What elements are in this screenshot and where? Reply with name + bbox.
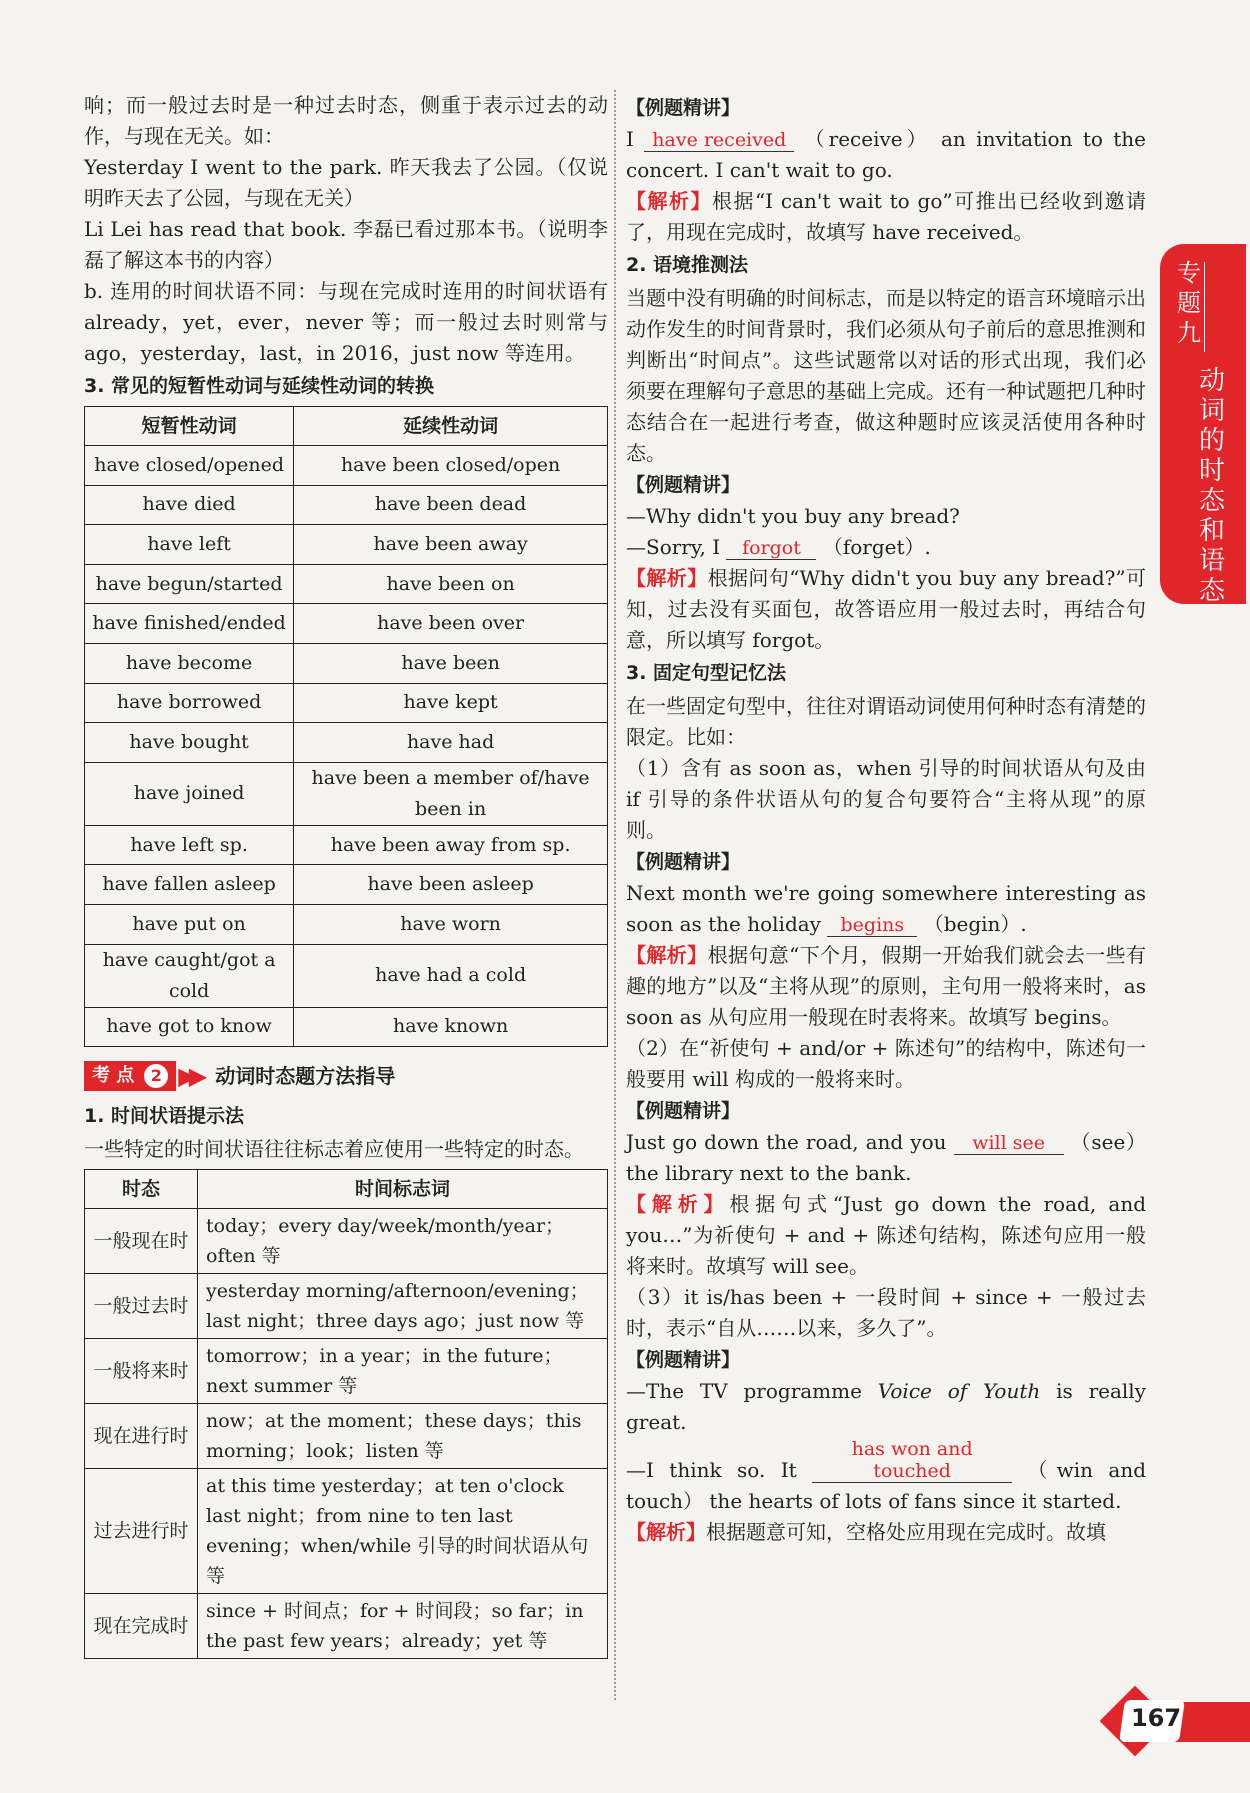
table-row: [85, 1274, 608, 1339]
table-cell: 一般过去时: [85, 1274, 198, 1339]
exercise-text: （see） the library next to the bank.: [626, 1130, 1146, 1185]
table-cell: have left: [85, 525, 294, 565]
table-row: [85, 1007, 608, 1047]
analysis-1: [626, 186, 1146, 248]
analysis-label: 【解析】: [626, 189, 712, 213]
table-row: [85, 525, 608, 565]
exercise-text: —I think so. It: [626, 1458, 797, 1482]
table-cell: have worn: [294, 904, 608, 944]
analysis-text: 根据题意可知，空格处应用现在完成时。故填: [706, 1520, 1106, 1544]
answer-blank: have received: [644, 129, 794, 152]
section-heading: 3. 常见的短暂性动词与延续性动词的转换: [84, 375, 435, 397]
kaodian-tag: [84, 1061, 176, 1091]
analysis-text: 根据句意“下个月，假期一开始我们就会去一些有趣的地方”以及“主将从现”的原则，主句用一般将来时，as soon as 从句应用一般现在时表将来。故填写 begins。: [626, 943, 1146, 1029]
analysis-2: [626, 563, 1146, 656]
exercise-text: —Sorry, I: [626, 535, 721, 559]
verb-conversion-table: [84, 406, 608, 1047]
kaodian-tag-label: 考 点: [92, 1065, 135, 1087]
table-cell: have died: [85, 485, 294, 525]
table-cell: 现在完成时: [85, 1594, 198, 1659]
table-row: [85, 944, 608, 1007]
table-cell: have been away: [294, 525, 608, 565]
table-body: [85, 446, 608, 1047]
table-cell: have begun/started: [85, 564, 294, 604]
exercise-1: [626, 124, 1146, 186]
right-column: [626, 92, 1146, 1548]
table-cell: have put on: [85, 904, 294, 944]
table-row: [85, 604, 608, 644]
table-cell: at this time yesterday；at ten o'clock last night；from nine to ten last evening；when/while 引导的时间状语从句等: [198, 1469, 608, 1594]
table-header: 时间标志词: [198, 1170, 608, 1209]
analysis-label: 【解析】: [626, 1520, 706, 1544]
paragraph: b. 连用的时间状语不同：与现在完成时连用的时间状语有 already，yet，ever，never 等；而一般过去时则常与 ago，yesterday，last，in 2016，just now 等连用。: [84, 279, 608, 365]
table-cell: 一般现在时: [85, 1209, 198, 1274]
double-arrow-icon: ▶▶: [178, 1061, 200, 1090]
table-cell: have become: [85, 643, 294, 683]
paragraph: 一些特定的时间状语往往标志着应使用一些特定的时态。: [84, 1137, 584, 1162]
table-header-row: [85, 407, 608, 446]
table-cell: have kept: [294, 683, 608, 723]
analysis-label: 【解析】: [626, 566, 708, 590]
table-cell: have been dead: [294, 485, 608, 525]
table-cell: have got to know: [85, 1007, 294, 1047]
table-cell: yesterday morning/afternoon/evening；last night；three days ago；just now 等: [198, 1274, 608, 1339]
table-cell: have had: [294, 723, 608, 763]
table-cell: have been away from sp.: [294, 825, 608, 865]
table-row: [85, 446, 608, 486]
example-sentence: Yesterday I went to the park. 昨天我去了公园。（仅说明昨天去了公园，与现在无关）: [84, 155, 608, 210]
paragraph: 在一些固定句型中，往往对谓语动词使用何种时态有清楚的限定。比如：: [626, 694, 1146, 749]
table-cell: 现在进行时: [85, 1404, 198, 1469]
chapter-side-tab: [1160, 244, 1246, 604]
answer-blank: will see: [954, 1132, 1064, 1155]
exercise-4: [626, 1127, 1146, 1189]
side-tab-divider: [1204, 262, 1205, 352]
analysis-text: 根据句式“Just go down the road, and you…”为祈使句 + and + 陈述句结构，陈述句应用一般将来时。故填写 will see。: [626, 1192, 1146, 1278]
table-row: [85, 723, 608, 763]
example-sentence: Li Lei has read that book. 李磊已看过那本书。（说明李磊了解这本书的内容）: [84, 217, 608, 272]
exercise-text: （begin）.: [923, 912, 1027, 936]
table-row: [85, 762, 608, 825]
exercise-question: —Why didn't you buy any bread?: [626, 504, 960, 528]
analysis-4: [626, 1189, 1146, 1282]
table-cell: have been over: [294, 604, 608, 644]
exercise-text: is really great.: [626, 1379, 1146, 1434]
exercise-3: [626, 878, 1146, 940]
table-cell: have bought: [85, 723, 294, 763]
chapter-title: 动词的时态和语态: [1198, 366, 1225, 606]
table-cell: have been on: [294, 564, 608, 604]
table-cell: 一般将来时: [85, 1339, 198, 1404]
table-cell: have known: [294, 1007, 608, 1047]
answer-blank: has won and touched: [812, 1438, 1012, 1483]
tense-marker-table: [84, 1169, 608, 1659]
exercise-text: （win and touch） the hearts of lots of fans since it started.: [626, 1458, 1147, 1513]
programme-title: Voice of Youth: [877, 1379, 1041, 1403]
table-header: 短暂性动词: [85, 407, 294, 446]
answer-blank: begins: [827, 914, 917, 937]
table-row: [85, 865, 608, 905]
table-cell: tomorrow；in a year；in the future；next summer 等: [198, 1339, 608, 1404]
table-cell: have finished/ended: [85, 604, 294, 644]
example-label: 【例题精讲】: [626, 851, 741, 873]
table-row: [85, 825, 608, 865]
table-row: [85, 1594, 608, 1659]
table-cell: have borrowed: [85, 683, 294, 723]
exercise-text: （forget）.: [822, 535, 931, 559]
analysis-3: [626, 940, 1146, 1033]
exercise-text: —The TV programme: [626, 1379, 862, 1403]
table-row: [85, 683, 608, 723]
table-row: [85, 564, 608, 604]
table-header: 延续性动词: [294, 407, 608, 446]
exercise-text: Just go down the road, and you: [626, 1130, 947, 1154]
kaodian-header: [84, 1059, 608, 1093]
table-cell: have caught/got a cold: [85, 944, 294, 1007]
table-cell: 过去进行时: [85, 1469, 198, 1594]
answer-blank: forgot: [726, 537, 816, 560]
table-cell: have had a cold: [294, 944, 608, 1007]
table-cell: have been: [294, 643, 608, 683]
page-number-badge: [1090, 1694, 1250, 1748]
table-body: [85, 1209, 608, 1659]
analysis-5: [626, 1517, 1146, 1548]
analysis-label: 【解析】: [626, 1192, 730, 1216]
column-divider: [614, 90, 616, 1700]
kaodian-number: 2: [144, 1064, 168, 1088]
table-row: [85, 904, 608, 944]
table-cell: have been a member of/have been in: [294, 762, 608, 825]
kaodian-title: 动词时态题方法指导: [215, 1063, 396, 1088]
example-label: 【例题精讲】: [626, 474, 741, 496]
table-cell: today；every day/week/month/year；often 等: [198, 1209, 608, 1274]
analysis-label: 【解析】: [626, 943, 708, 967]
table-cell: have been asleep: [294, 865, 608, 905]
table-cell: now；at the moment；these days；this morning；look；listen 等: [198, 1404, 608, 1469]
paragraph: 响；而一般过去时是一种过去时态，侧重于表示过去的动作，与现在无关。如：: [84, 93, 608, 148]
table-row: [85, 1339, 608, 1404]
paragraph: （1）含有 as soon as，when 引导的时间状语从句及由 if 引导的条件状语从句的复合句要符合“主将从现”的原则。: [626, 756, 1146, 842]
section-heading: 2. 语境推测法: [626, 254, 749, 276]
table-cell: have been closed/open: [294, 446, 608, 486]
example-label: 【例题精讲】: [626, 1100, 741, 1122]
page-number: 167: [1130, 1704, 1182, 1732]
table-cell: have joined: [85, 762, 294, 825]
table-row: [85, 485, 608, 525]
example-label: 【例题精讲】: [626, 97, 741, 119]
table-header: 时态: [85, 1170, 198, 1209]
exercise-text: （receive） an invitation to the concert. I can't wait to go.: [626, 127, 1147, 182]
exercise-question: [626, 1376, 1146, 1438]
analysis-text: 根据问句“Why didn't you buy any bread?”可知，过去没有买面包，故答语应用一般过去时，再结合句意，所以填写 forgot。: [626, 566, 1146, 652]
left-column: [84, 90, 608, 1659]
table-cell: have left sp.: [85, 825, 294, 865]
paragraph: 当题中没有明确的时间标志，而是以特定的语言环境暗示出动作发生的时间背景时，我们必须从句子前后的意思推测和判断出“时间点”。这些试题常以对话的形式出现，我们必须要在理解句子意思的基础上完成。还有一种试题把几种时态结合在一起进行考查，做这种题时应该灵活使用各种时态。: [626, 286, 1146, 465]
table-row: [85, 1404, 608, 1469]
table-row: [85, 1209, 608, 1274]
section-heading: 3. 固定句型记忆法: [626, 662, 787, 684]
exercise-2: [626, 532, 1146, 563]
paragraph: （2）在“祈使句 + and/or + 陈述句”的结构中，陈述句一般要用 will 构成的一般将来时。: [626, 1036, 1146, 1091]
table-cell: since + 时间点；for + 时间段；so far；in the past few years；already；yet 等: [198, 1594, 608, 1659]
chapter-number: 专题九: [1177, 259, 1201, 347]
table-row: [85, 1469, 608, 1594]
table-header-row: [85, 1170, 608, 1209]
paragraph: （3）it is/has been + 一段时间 + since + 一般过去时，表示“自从……以来，多久了”。: [626, 1285, 1146, 1340]
analysis-text: 根据“I can't wait to go”可推出已经收到邀请了，用现在完成时，故填写 have received。: [626, 189, 1147, 244]
exercise-text: I: [626, 127, 634, 151]
table-cell: have fallen asleep: [85, 865, 294, 905]
exercise-5: [626, 1438, 1146, 1517]
table-row: [85, 643, 608, 683]
table-cell: have closed/opened: [85, 446, 294, 486]
exercise-text: Next month we're going somewhere interesting as soon as the holiday: [626, 881, 1146, 936]
example-label: 【例题精讲】: [626, 1349, 741, 1371]
section-heading: 1. 时间状语提示法: [84, 1105, 245, 1128]
